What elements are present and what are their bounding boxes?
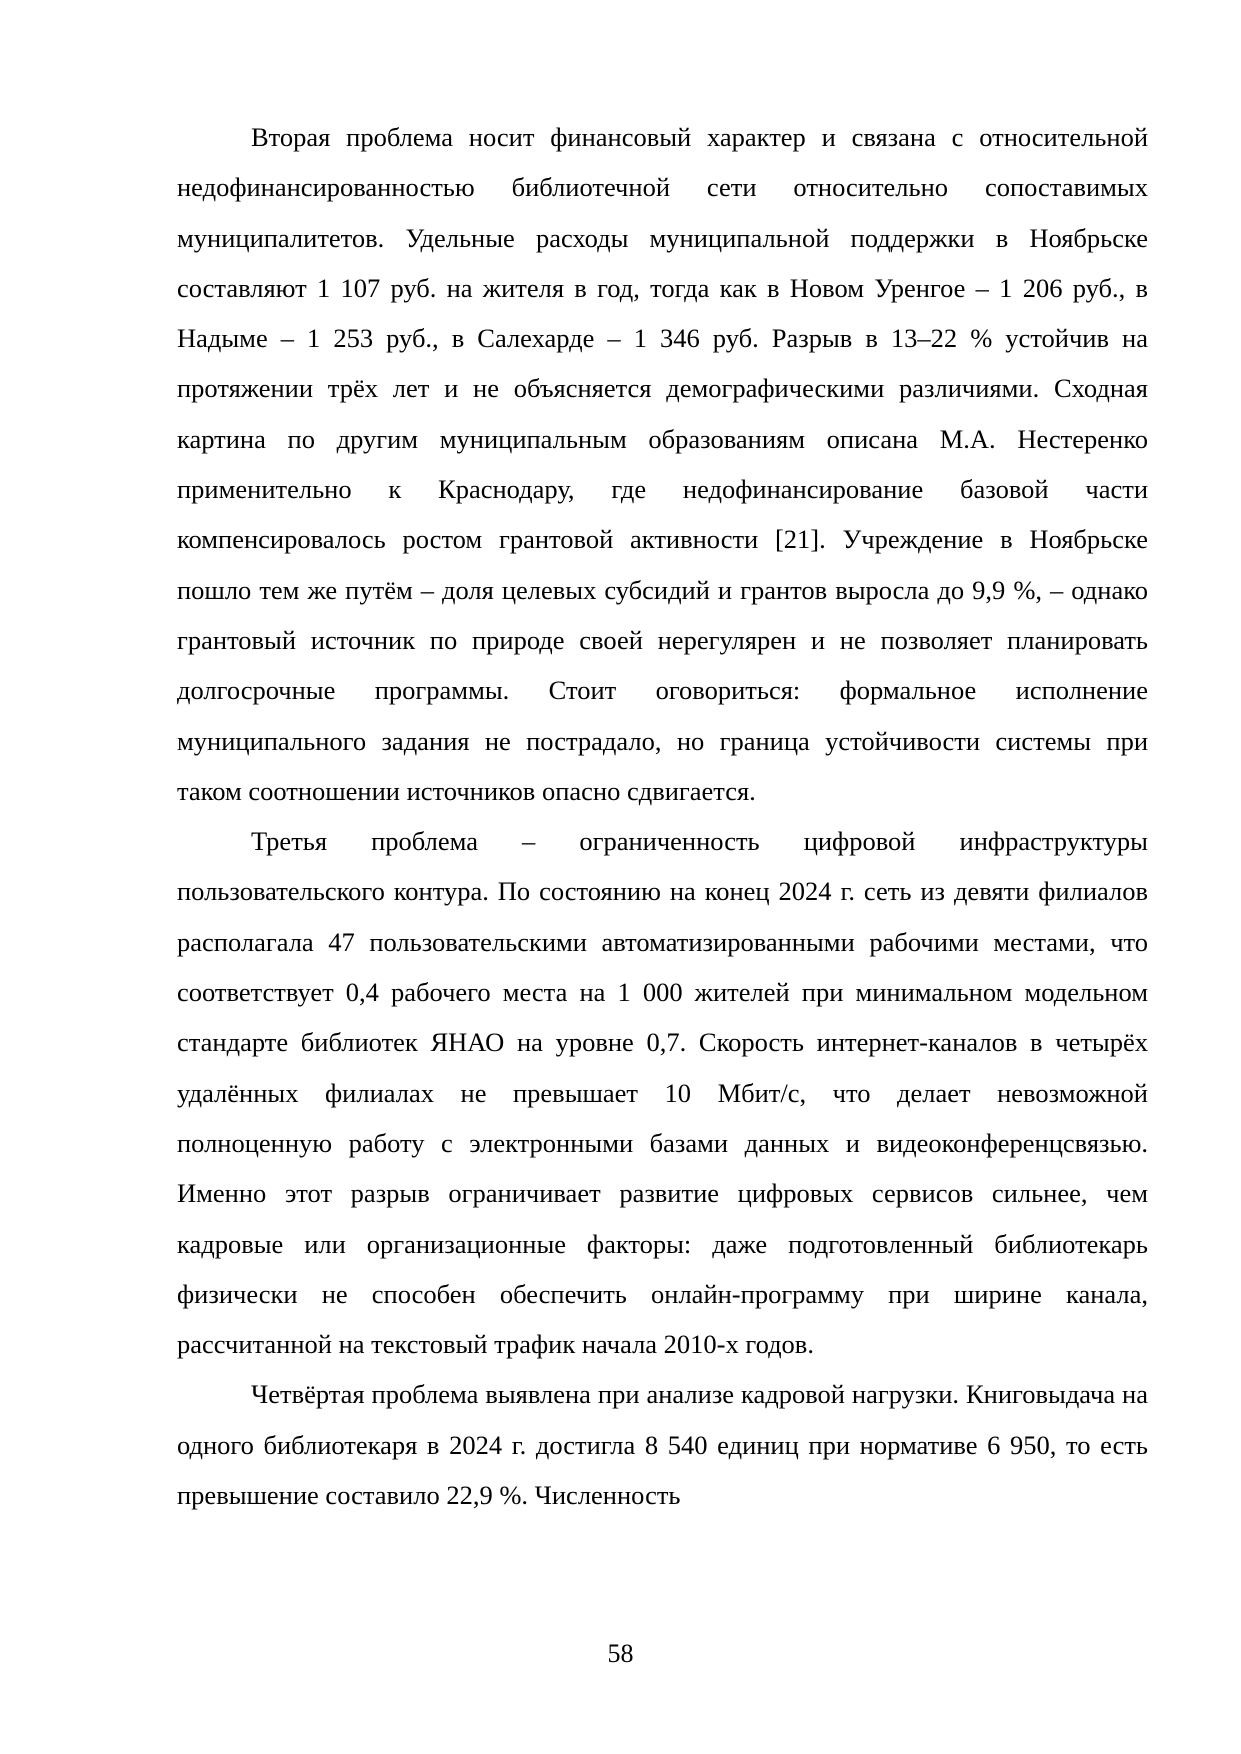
page-number: 58: [607, 1639, 634, 1668]
paragraph-digital-infrastructure-problem: Третья проблема – ограниченность цифровой инфраструктуры пользовательского контура. По состоянию на конец 2024 г. сеть из девяти филиалов располагала 47 пользовательскими автоматизированными рабочими местами, что соответствует 0,4 рабочего места на 1 000 жителей при минимальном модельном стандарте библиотек ЯНАО на уровне 0,7. Скорость интернет-каналов в четырёх удалённых филиалах не превышает 10 Мбит/с, что делает невозможной полноценную работу с электронными базами данных и видеоконференцсвязью. Именно этот разрыв ограничивает развитие цифровых сервисов сильнее, чем кадровые или организационные факторы: даже подготовленный библиотекарь физически не способен обеспечить онлайн-программу при ширине канала, рассчитанной на текстовый трафик начала 2010-х годов.: [177, 826, 1148, 1360]
document-body: [177, 112, 1148, 1520]
paragraph-staff-workload-problem: Четвёртая проблема выявлена при анализе кадровой нагрузки. Книговыдача на одного библиотекаря в 2024 г. достигла 8 540 единиц при нормативе 6 950, то есть превышение составило 22,9 %. Численность: [177, 1379, 1148, 1511]
paragraph-financial-problem: Вторая проблема носит финансовый характер и связана с относительной недофинансированностью библиотечной сети относительно сопоставимых муниципалитетов. Удельные расходы муниципальной поддержки в Ноябрьске составляют 1 107 руб. на жителя в год, тогда как в Новом Уренгое – 1 206 руб., в Надыме – 1 253 руб., в Салехарде – 1 346 руб. Разрыв в 13–22 % устойчив на протяжении трёх лет и не объясняется демографическими различиями. Сходная картина по другим муниципальным образованиям описана М.А. Нестеренко применительно к Краснодару, где недофинансирование базовой части компенсировалось ростом грантовой активности [21]. Учреждение в Ноябрьске пошло тем же путём – доля целевых субсидий и грантов выросла до 9,9 %, – однако грантовый источник по природе своей нерегулярен и не позволяет планировать долгосрочные программы. Стоит оговориться: формальное исполнение муниципального задания не пострадало, но граница устойчивости системы при таком соотношении источников опасно сдвигается.: [177, 122, 1148, 806]
